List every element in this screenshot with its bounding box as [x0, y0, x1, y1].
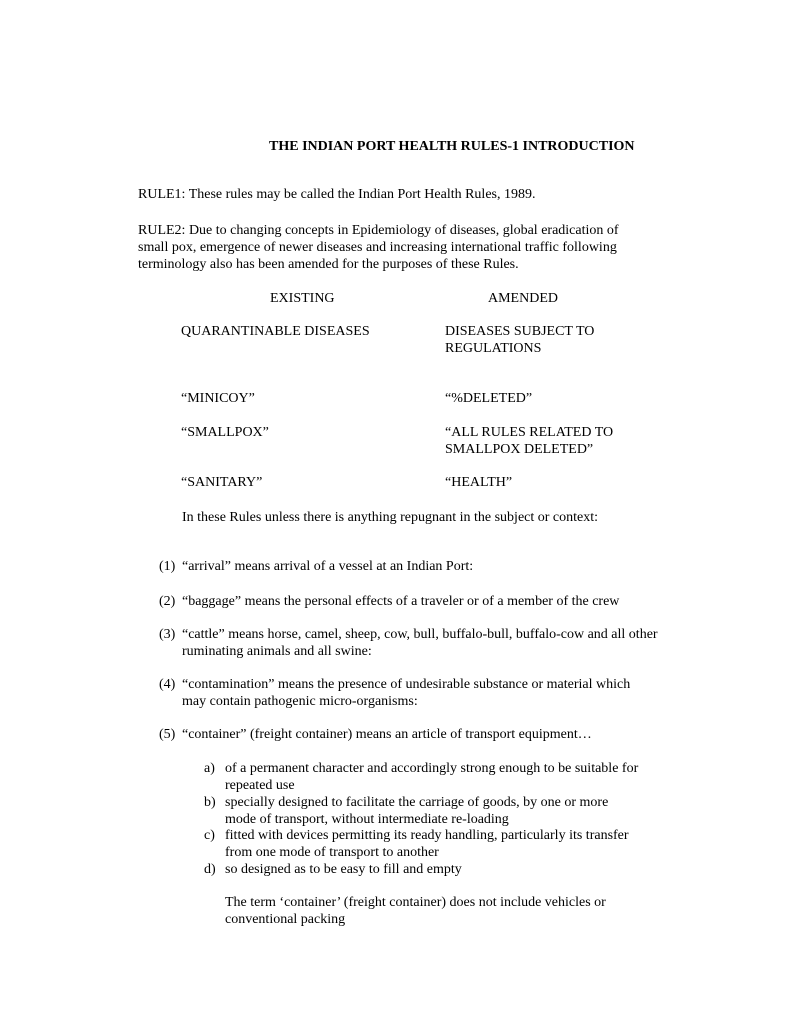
table-header-existing: EXISTING: [270, 291, 335, 306]
table-row-existing: QUARANTINABLE DISEASES: [181, 324, 370, 339]
subitem-letter: c): [204, 828, 215, 843]
subitem-letter: a): [204, 761, 215, 776]
table-row-amended-line1: “%DELETED”: [445, 391, 533, 406]
table-row-existing: “MINICOY”: [181, 391, 255, 406]
subitem-text: so designed as to be easy to fill and empty: [225, 862, 462, 877]
table-row-amended-line2: REGULATIONS: [445, 341, 542, 356]
definition-number: (4): [159, 677, 176, 692]
definition-number: (2): [159, 594, 176, 609]
table-row-amended-line1: “ALL RULES RELATED TO: [445, 425, 614, 440]
rule1-text: RULE1: These rules may be called the Indian Port Health Rules, 1989.: [138, 187, 536, 202]
definition-text: “baggage” means the personal effects of a traveler or of a member of the crew: [182, 594, 620, 609]
container-note: The term ‘container’ (freight container) does not include vehicles or conventional packing: [225, 895, 606, 927]
definition-text: “contamination” means the presence of undesirable substance or material which may contain pathogenic micro-organisms:: [182, 677, 631, 709]
page-title: THE INDIAN PORT HEALTH RULES-1 INTRODUCTION: [269, 139, 635, 154]
subitem-letter: d): [204, 862, 216, 877]
definition-number: (3): [159, 627, 176, 642]
table-row-existing: “SANITARY”: [181, 475, 263, 490]
table-header-amended: AMENDED: [488, 291, 558, 306]
definition-text: “arrival” means arrival of a vessel at an Indian Port:: [182, 559, 474, 574]
definition-number: (5): [159, 727, 176, 742]
table-row-amended-line2: SMALLPOX DELETED”: [445, 442, 594, 457]
table-row-amended-line1: DISEASES SUBJECT TO: [445, 324, 595, 339]
table-row-amended-line1: “HEALTH”: [445, 475, 513, 490]
definition-text: “cattle” means horse, camel, sheep, cow, bull, buffalo-bull, buffalo-cow and all other ruminating animals and all swine:: [182, 627, 658, 659]
subitem-text: specially designed to facilitate the carriage of goods, by one or more mode of transport, without intermediate re-loading: [225, 795, 609, 827]
subitem-text: fitted with devices permitting its ready handling, particularly its transfer from one mode of transport to another: [225, 828, 629, 860]
definition-number: (1): [159, 559, 176, 574]
intro-text: In these Rules unless there is anything repugnant in the subject or context:: [182, 510, 599, 525]
table-row-existing: “SMALLPOX”: [181, 425, 269, 440]
subitem-letter: b): [204, 795, 216, 810]
rule2-text: RULE2: Due to changing concepts in Epidemiology of diseases, global eradication of small pox, emergence of newer diseases and increasing international traffic following terminology also has been amended for the purposes of these Rules.: [138, 223, 619, 272]
subitem-text: of a permanent character and accordingly strong enough to be suitable for repeated use: [225, 761, 639, 793]
definition-text: “container” (freight container) means an article of transport equipment…: [182, 727, 592, 742]
